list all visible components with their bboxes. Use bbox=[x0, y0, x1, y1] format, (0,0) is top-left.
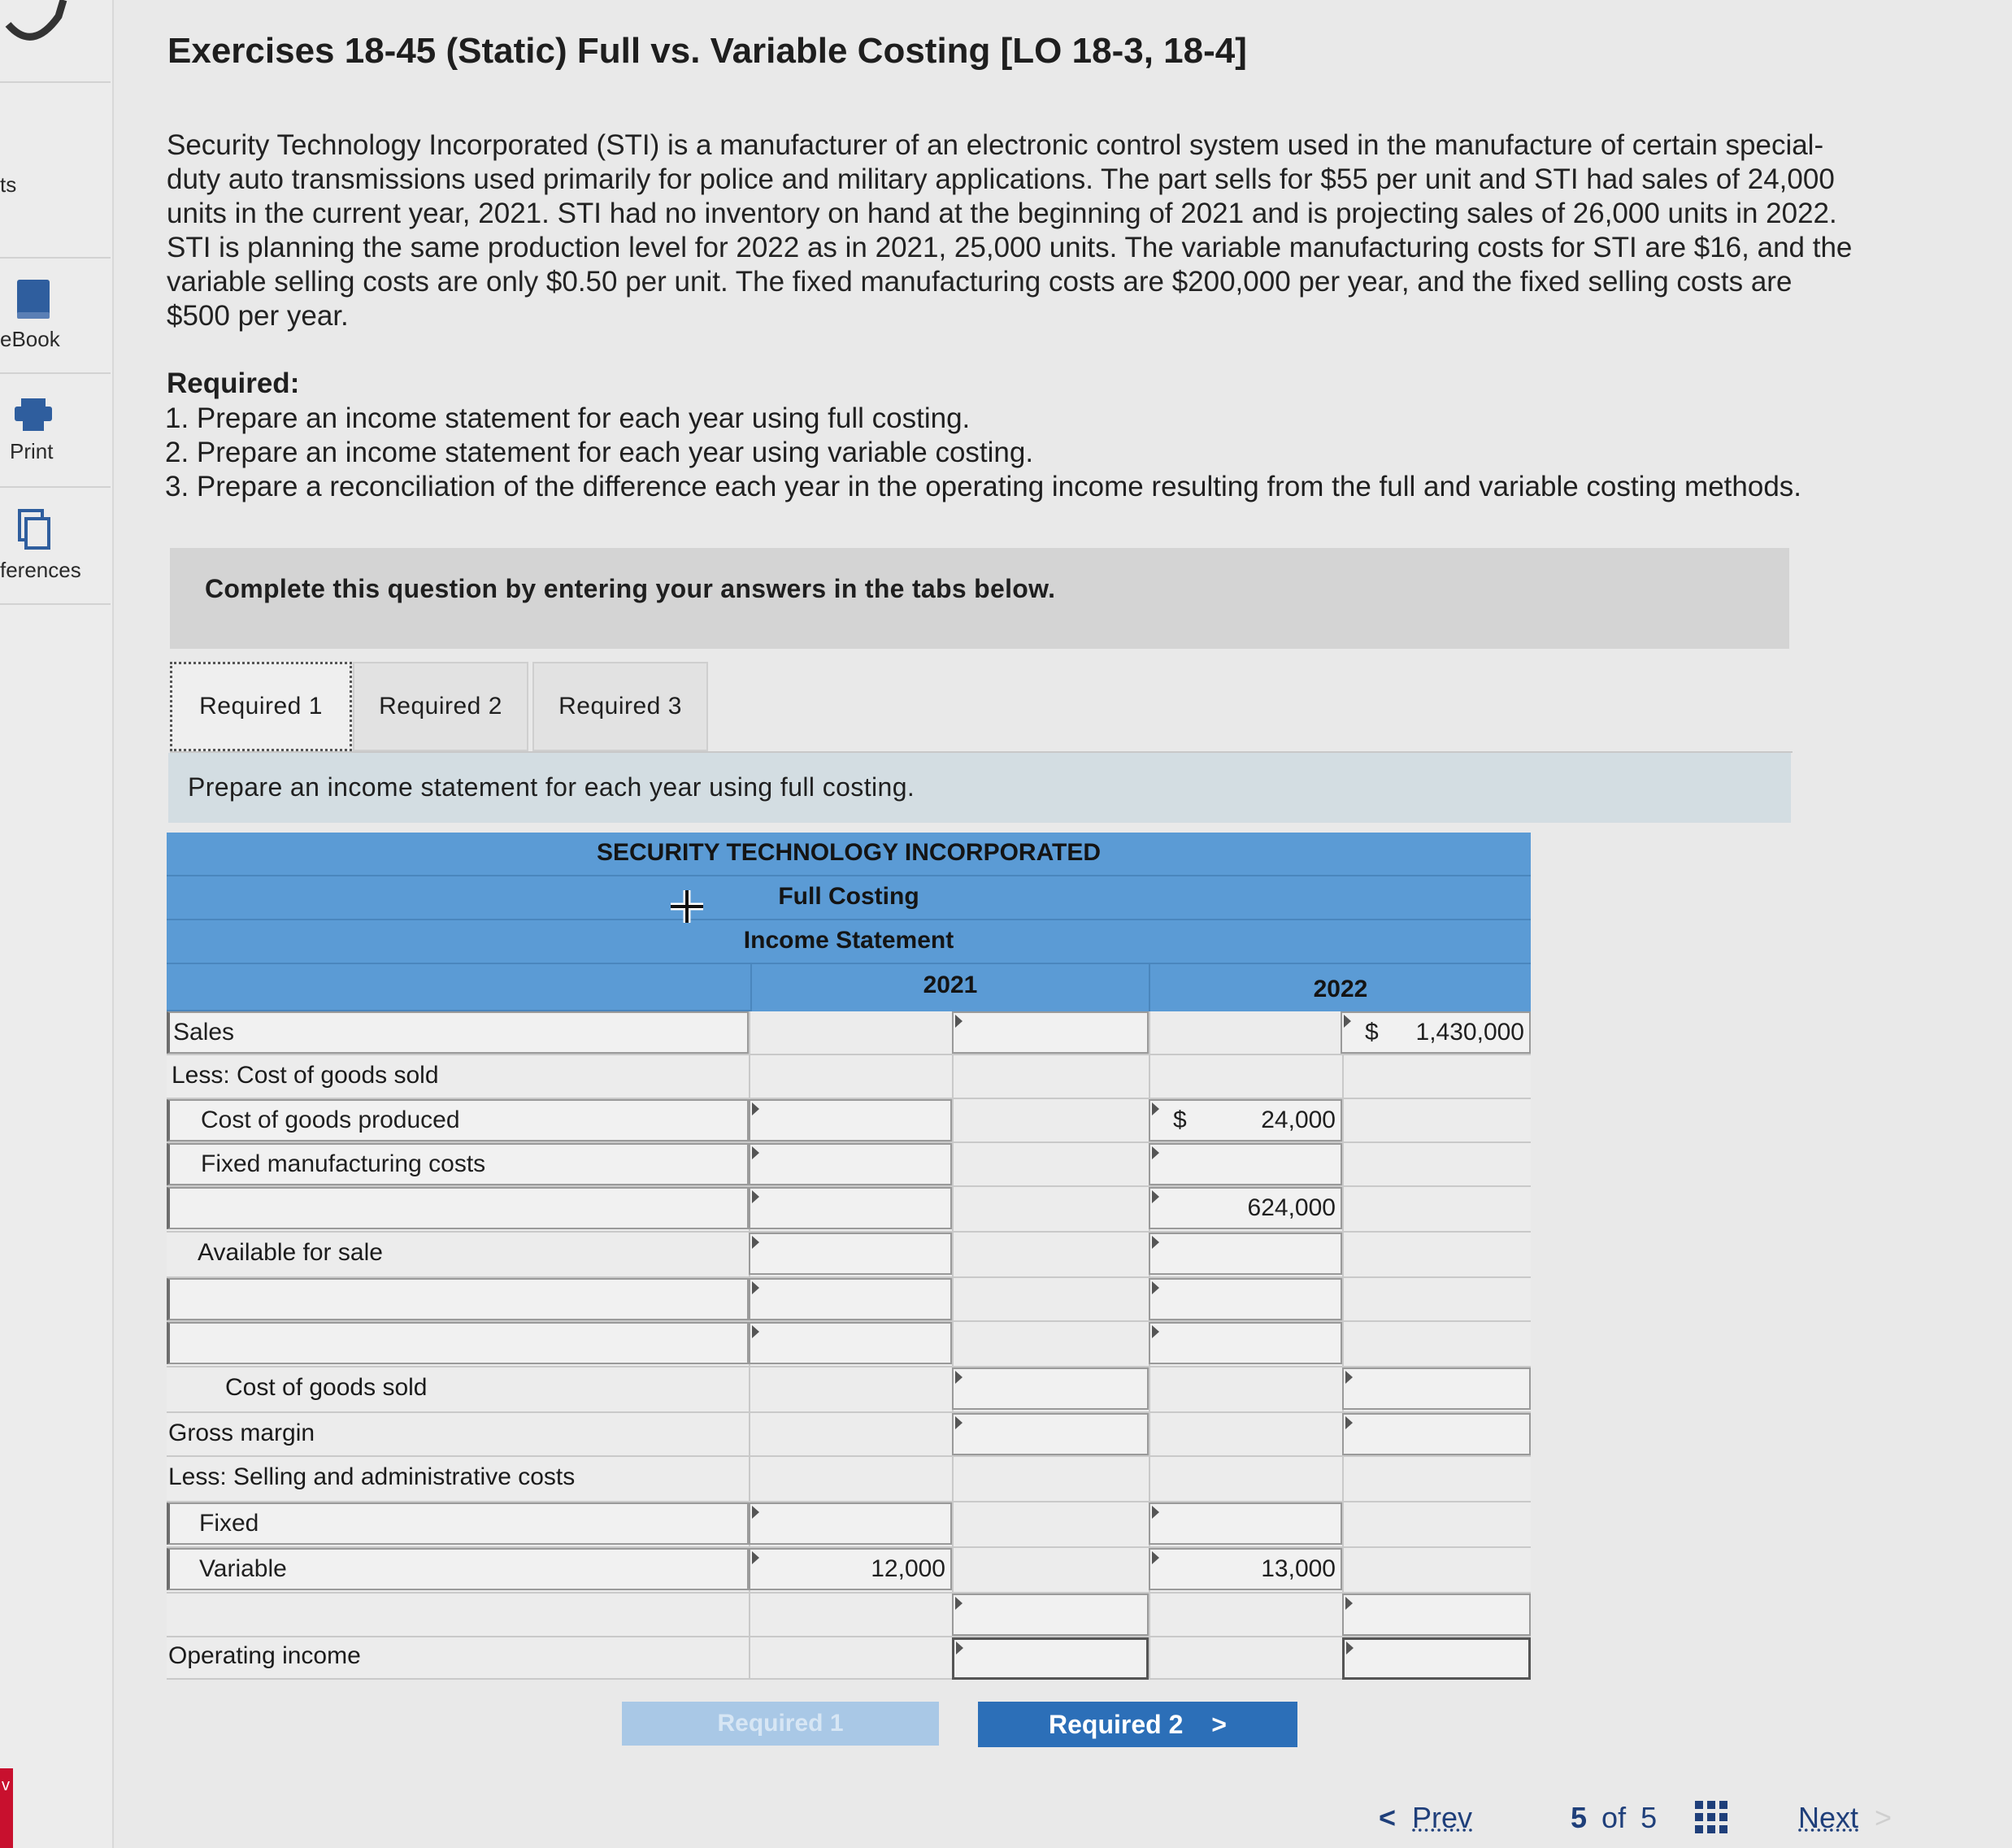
row-label: Cost of goods sold bbox=[225, 1374, 428, 1401]
prev-page-button[interactable] bbox=[1379, 1801, 1472, 1835]
instruction-text: Prepare an income statement for each year using full costing. bbox=[188, 772, 915, 802]
sidebar-divider bbox=[0, 372, 111, 374]
problem-line: duty auto transmissions used primarily for police and military applications. The part sells for $55 per unit and STI had sales of 24,000 bbox=[167, 163, 1835, 195]
operating-income-2021-input[interactable] bbox=[952, 1637, 1149, 1680]
statement-header-blank bbox=[167, 964, 750, 1011]
required-item: 3. Prepare a reconciliation of the difference each year in the operating income resulting from the full and variable costing methods. bbox=[165, 471, 1802, 502]
fixed-mfg-label-cell[interactable] bbox=[167, 1143, 749, 1185]
brand-badge: v bbox=[0, 1768, 13, 1848]
required-list bbox=[165, 402, 1801, 504]
cogs-2021-input[interactable] bbox=[952, 1368, 1149, 1410]
problem-line: Security Technology Incorporated (STI) is a manufacturer of an electronic control system used in the manufacture of certain special- bbox=[167, 129, 1824, 161]
problem-line: STI is planning the same production level for 2022 as in 2021, 25,000 units. The variable manufacturing costs for STI are $16, and the bbox=[167, 232, 1853, 263]
sidebar-item-print[interactable] bbox=[10, 397, 120, 464]
problem-line: units in the current year, 2021. STI had no inventory on hand at the beginning of 2021 and is projecting sales of 26,000 units in 2022. bbox=[167, 198, 1837, 229]
row-label: Fixed manufacturing costs bbox=[201, 1150, 486, 1177]
fixed-sga-2022-input[interactable] bbox=[1149, 1502, 1342, 1545]
cell-value: 24,000 bbox=[1261, 1107, 1336, 1133]
sidebar bbox=[0, 0, 114, 1848]
refresh-icon[interactable] bbox=[0, 0, 73, 49]
row-label: Fixed bbox=[199, 1510, 259, 1537]
book-icon bbox=[15, 278, 52, 320]
fixed-mfg-2021-input[interactable] bbox=[749, 1143, 952, 1185]
year-header-2022: 2022 bbox=[1149, 964, 1531, 1011]
button-label: Required 2 bbox=[1049, 1710, 1184, 1739]
required-item: 2. Prepare an income statement for each year using variable costing. bbox=[165, 437, 1034, 468]
fixed-sga-label-cell[interactable] bbox=[167, 1502, 749, 1545]
sidebar-item-partial[interactable] bbox=[0, 172, 111, 198]
tab-required-1[interactable]: Required 1 bbox=[170, 662, 352, 751]
gross-margin-2022-input[interactable] bbox=[1342, 1413, 1531, 1455]
page-of: of bbox=[1601, 1801, 1627, 1834]
required-item: 1. Prepare an income statement for each year using full costing. bbox=[165, 402, 971, 434]
gross-margin-2021-input[interactable] bbox=[952, 1413, 1149, 1455]
statement-name: Income Statement bbox=[167, 920, 1531, 964]
table-row bbox=[167, 1637, 1531, 1680]
next-page-button[interactable] bbox=[1798, 1801, 1892, 1835]
button-label: Required 1 bbox=[717, 1710, 844, 1737]
sales-label-cell[interactable] bbox=[167, 1011, 749, 1054]
cogp-label-cell[interactable] bbox=[167, 1099, 749, 1141]
banner-text: Complete this question by entering your answers in the tabs below. bbox=[205, 574, 1056, 603]
currency-symbol: $ bbox=[1365, 1019, 1379, 1046]
printer-icon bbox=[13, 397, 54, 433]
cogs-2022-input[interactable] bbox=[1342, 1368, 1531, 1410]
prev-required-button[interactable] bbox=[622, 1702, 939, 1746]
blank-label-cell[interactable] bbox=[167, 1322, 749, 1364]
blank-2021-input[interactable] bbox=[749, 1187, 952, 1229]
sidebar-item-label: Print bbox=[10, 439, 54, 463]
page-total: 5 bbox=[1640, 1801, 1658, 1834]
blank-label-cell[interactable] bbox=[167, 1278, 749, 1320]
available-2021-input[interactable] bbox=[749, 1233, 952, 1275]
tab-instruction bbox=[168, 753, 1791, 823]
sales-2021-input[interactable] bbox=[952, 1011, 1149, 1054]
sidebar-item-label: ferences bbox=[0, 558, 81, 582]
year-header-2021: 2021 bbox=[750, 964, 1149, 1011]
grid-icon[interactable] bbox=[1695, 1801, 1729, 1835]
problem-statement bbox=[167, 128, 1939, 333]
cell-value: 13,000 bbox=[1261, 1555, 1336, 1582]
move-cursor-icon bbox=[668, 888, 706, 925]
sidebar-divider bbox=[0, 603, 111, 605]
variable-sga-2021-input[interactable] bbox=[749, 1548, 952, 1590]
fixed-mfg-2022-input[interactable] bbox=[1149, 1143, 1342, 1185]
row-label: Sales bbox=[173, 1019, 235, 1046]
sidebar-divider bbox=[0, 257, 111, 259]
next-label: Next bbox=[1798, 1801, 1859, 1834]
statement-company: SECURITY TECHNOLOGY INCORPORATED bbox=[167, 833, 1531, 876]
row-label: Less: Cost of goods sold bbox=[172, 1062, 439, 1089]
row-label: Cost of goods produced bbox=[201, 1107, 460, 1133]
table-row bbox=[167, 1413, 1531, 1457]
tab-required-3[interactable]: Required 3 bbox=[532, 662, 708, 751]
sga-total-2021-input[interactable] bbox=[952, 1594, 1149, 1636]
cell-value: 624,000 bbox=[1247, 1194, 1336, 1221]
sidebar-divider bbox=[0, 486, 111, 488]
operating-income-2022-input[interactable] bbox=[1342, 1637, 1531, 1680]
blank-2022-input[interactable] bbox=[1149, 1322, 1342, 1364]
available-2022-input[interactable] bbox=[1149, 1233, 1342, 1275]
blank-2021-input[interactable] bbox=[749, 1278, 952, 1320]
row-label: Available for sale bbox=[198, 1239, 383, 1266]
income-statement-table bbox=[167, 833, 1531, 1680]
row-label: Less: Selling and administrative costs bbox=[168, 1463, 576, 1490]
row-label: Operating income bbox=[168, 1642, 361, 1669]
page-title: Exercises 18-45 (Static) Full vs. Variable Costing [LO 18-3, 18-4] bbox=[167, 31, 1247, 71]
tab-required-2[interactable]: Required 2 bbox=[353, 662, 528, 751]
page-indicator bbox=[1571, 1801, 1657, 1835]
cogp-2021-input[interactable] bbox=[749, 1099, 952, 1141]
blank-label-cell[interactable] bbox=[167, 1187, 749, 1229]
blank-2021-input[interactable] bbox=[749, 1322, 952, 1364]
page-current: 5 bbox=[1571, 1801, 1588, 1834]
chevron-right-icon: > bbox=[1875, 1801, 1892, 1834]
cell-value: 1,430,000 bbox=[1415, 1019, 1524, 1046]
sidebar-item-references[interactable] bbox=[0, 509, 111, 583]
fixed-sga-2021-input[interactable] bbox=[749, 1502, 952, 1545]
sidebar-item-label: eBook bbox=[0, 327, 60, 351]
sidebar-divider bbox=[0, 81, 111, 83]
sales-2022-input[interactable] bbox=[1341, 1011, 1531, 1054]
currency-symbol: $ bbox=[1173, 1107, 1187, 1133]
blank-2022-input[interactable] bbox=[1149, 1187, 1342, 1229]
chevron-left-icon: < bbox=[1379, 1801, 1397, 1834]
cogp-2022-input[interactable] bbox=[1149, 1099, 1342, 1141]
blank-2022-input[interactable] bbox=[1149, 1278, 1342, 1320]
variable-sga-2022-input[interactable] bbox=[1149, 1548, 1342, 1590]
sidebar-item-label: ts bbox=[0, 172, 17, 197]
instructions-banner bbox=[170, 548, 1789, 649]
required-heading: Required: bbox=[167, 367, 300, 399]
statement-method: Full Costing bbox=[167, 876, 1531, 920]
prev-label: Prev bbox=[1412, 1801, 1473, 1834]
cell-value: 12,000 bbox=[871, 1555, 945, 1582]
row-label: Variable bbox=[199, 1555, 287, 1582]
sidebar-item-ebook[interactable] bbox=[0, 278, 111, 352]
problem-line: variable selling costs are only $0.50 per unit. The fixed manufacturing costs are $200,000 per year, and the fixed selling costs are bbox=[167, 266, 1793, 298]
sga-total-2022-input[interactable] bbox=[1342, 1594, 1531, 1636]
table-row bbox=[167, 1594, 1531, 1637]
chevron-right-icon: > bbox=[1211, 1710, 1227, 1739]
next-required-button[interactable] bbox=[978, 1702, 1297, 1747]
copy-icon bbox=[15, 509, 52, 551]
variable-sga-label-cell[interactable] bbox=[167, 1548, 749, 1590]
problem-line: $500 per year. bbox=[167, 300, 349, 332]
row-label: Gross margin bbox=[168, 1420, 315, 1446]
